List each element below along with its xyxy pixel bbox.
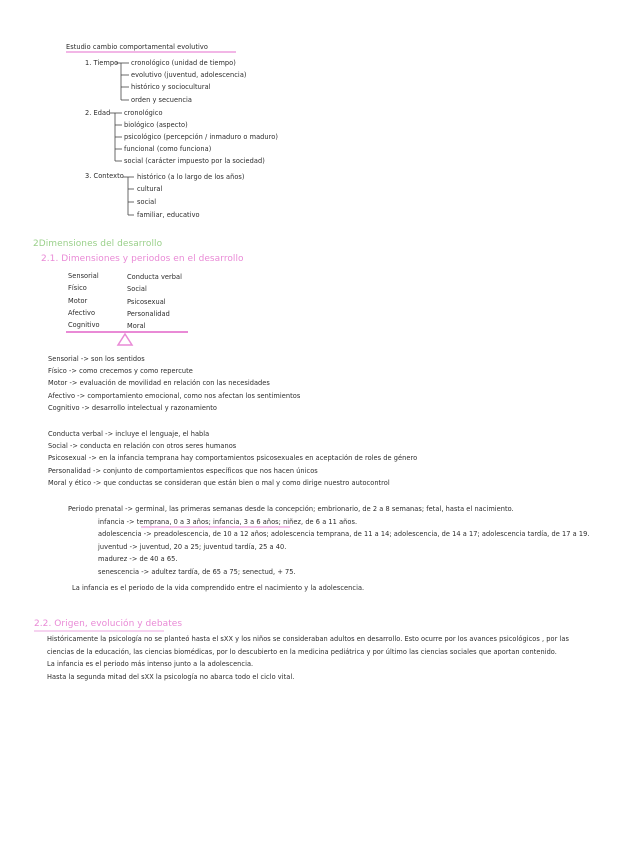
definition-line: Personalidad -> conjunto de comportamientos específicos que nos hacen únicos [48, 467, 318, 475]
tiempo-item: histórico y sociocultural [131, 83, 211, 91]
definition-line: Psicosexual -> en la infancia temprana hay comportamientos psicosexuales en aceptación de roles de género [48, 454, 418, 462]
dimension-right: Psicosexual [127, 298, 166, 306]
period-prenatal: Periodo prenatal -> germinal, las primeras semanas desde la concepción; embrionario, de 2 a 8 semanas; fetal, hasta el nacimiento. [68, 505, 514, 513]
dimension-left: Afectivo [68, 309, 96, 317]
dimension-left: Cognitivo [68, 321, 100, 329]
dimension-left: Físico [68, 284, 87, 292]
paragraph-line: Hasta la segunda mitad del sXX la psicología no abarca todo el ciclo vital. [47, 673, 295, 681]
definition-line: Moral y ético -> que conductas se consideran que están bien o mal y como dirige nuestro autocontrol [48, 479, 390, 487]
tiempo-item: orden y secuencia [131, 96, 193, 104]
edad-item: social (carácter impuesto por la sociedad) [124, 157, 265, 165]
period-adolescencia: adolescencia -> preadolescencia, de 10 a 12 años; adolescencia temprana, de 11 a 14; adolescencia, de 14 a 17; adolescencia tardía, de 17 a 19. [98, 530, 590, 538]
edad-item: biológico (aspecto) [124, 121, 188, 129]
infancia-note: La infancia es el periodo de la vida comprendido entre el nacimiento y la adolescencia. [72, 584, 365, 592]
period-juventud: juventud -> juventud, 20 a 25; juventud tardía, 25 a 40. [98, 543, 287, 551]
section-2-1-title: 2.1. Dimensiones y periodos en el desarrollo [41, 254, 244, 264]
balance-icon [66, 332, 188, 345]
infancia-prefix: infancia -> [98, 518, 137, 526]
infancia-suffix: niñez, de 6 a 11 años. [280, 518, 358, 526]
tiempo-item: cronológico (unidad de tiempo) [131, 59, 236, 67]
paragraph-line: Históricamente la psicología no se planteó hasta el sXX y los niños se consideraban adultos en desarrollo. Esto ocurre por los avances psicológicos , por las [47, 635, 569, 643]
tiempo-item: evolutivo (juventud, adolescencia) [131, 71, 247, 79]
contexto-item: cultural [137, 185, 163, 193]
edad-item: funcional (como funciona) [124, 145, 212, 153]
edad-bracket [110, 113, 122, 161]
paragraph-line: ciencias de la educación, las ciencias biomédicas, por lo descubierto en la medicina pediátrica y por último las ciencias sociales que aportan contenido. [47, 648, 557, 656]
section-2-2-title: 2.2. Origen, evolución y debates [34, 619, 183, 629]
section-2-title: 2Dimensiones del desarrollo [33, 239, 163, 249]
contexto-label: 3. Contexto [85, 172, 124, 180]
dimension-right: Conducta verbal [127, 273, 183, 281]
contexto-item: familiar, educativo [137, 211, 200, 219]
tiempo-bracket [116, 63, 129, 100]
definition-line: Motor -> evaluación de movilidad en relación con las necesidades [48, 379, 270, 387]
infancia-highlight: temprana, 0 a 3 años; infancia, 3 a 6 años; [136, 518, 281, 526]
dimension-right: Moral [127, 322, 146, 330]
edad-item: cronológico [124, 109, 163, 117]
dimension-left: Sensorial [68, 272, 99, 280]
definition-line: Social -> conducta en relación con otros seres humanos [48, 442, 237, 450]
dimension-right: Personalidad [127, 310, 170, 318]
definition-line: Conducta verbal -> incluye el lenguaje, el habla [48, 430, 210, 438]
definition-line: Afectivo -> comportamiento emocional, como nos afectan los sentimientos [48, 392, 301, 400]
tiempo-label: 1. Tiempo [85, 59, 119, 67]
header-title: Estudio cambio comportamental evolutivo [66, 43, 208, 51]
definition-line: Físico -> como crecemos y como repercute [48, 367, 193, 375]
definition-line: Cognitivo -> desarrollo intelectual y razonamiento [48, 404, 217, 412]
contexto-bracket [123, 177, 134, 215]
period-madurez: madurez -> de 40 a 65. [98, 555, 178, 563]
contexto-item: histórico (a lo largo de los años) [137, 173, 245, 181]
paragraph-line: La infancia es el periodo más intenso junto a la adolescencia. [47, 660, 254, 668]
edad-item: psicológico (percepción / inmaduro o maduro) [124, 133, 278, 141]
dimension-right: Social [127, 285, 147, 293]
edad-label: 2. Edad [85, 109, 111, 117]
contexto-item: social [137, 198, 157, 206]
dimension-left: Motor [68, 297, 88, 305]
period-infancia [98, 518, 357, 526]
period-senescencia: senescencia -> adultez tardía, de 65 a 75; senectud, + 75. [98, 568, 296, 576]
definition-line: Sensorial -> son los sentidos [48, 355, 145, 363]
